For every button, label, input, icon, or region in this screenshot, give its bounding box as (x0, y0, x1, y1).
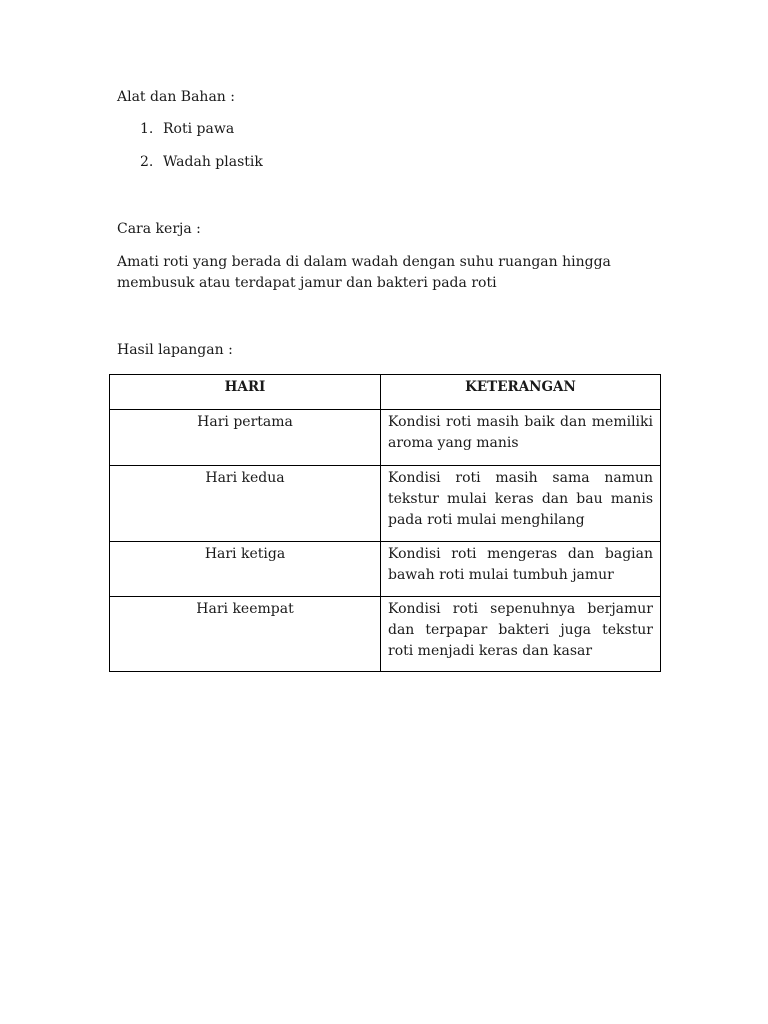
results-heading: Hasil lapangan : (117, 342, 233, 358)
column-header-day: HARI (110, 375, 381, 410)
table-row (110, 466, 661, 542)
tools-heading: Alat dan Bahan : (117, 89, 235, 105)
procedure-text-line-1: Amati roti yang berada di dalam wadah dengan suhu ruangan hingga (117, 254, 611, 270)
list-item-text: Roti pawa (163, 121, 235, 137)
list-item-number: 2. (140, 154, 154, 170)
day-cell: Hari kedua (110, 466, 381, 542)
list-item-number: 1. (140, 121, 154, 137)
note-cell: Kondisi roti masih baik dan memiliki aroma yang manis (381, 410, 661, 466)
day-cell: Hari pertama (110, 410, 381, 466)
table-header-row (110, 375, 661, 410)
table-row (110, 410, 661, 466)
note-cell: Kondisi roti masih sama namun tekstur mulai keras dan bau manis pada roti mulai menghilang (381, 466, 661, 542)
procedure-heading: Cara kerja : (117, 221, 201, 237)
list-item-text: Wadah plastik (163, 154, 263, 170)
list-item (140, 152, 263, 173)
day-cell: Hari ketiga (110, 542, 381, 597)
table-row (110, 542, 661, 597)
note-cell: Kondisi roti mengeras dan bagian bawah roti mulai tumbuh jamur (381, 542, 661, 597)
procedure-text-line-2: membusuk atau terdapat jamur dan bakteri pada roti (117, 275, 497, 291)
results-table (109, 374, 661, 672)
list-item (140, 119, 234, 140)
column-header-note: KETERANGAN (381, 375, 661, 410)
table-row (110, 597, 661, 672)
day-cell: Hari keempat (110, 597, 381, 672)
note-cell: Kondisi roti sepenuhnya berjamur dan terpapar bakteri juga tekstur roti menjadi keras dan kasar (381, 597, 661, 672)
